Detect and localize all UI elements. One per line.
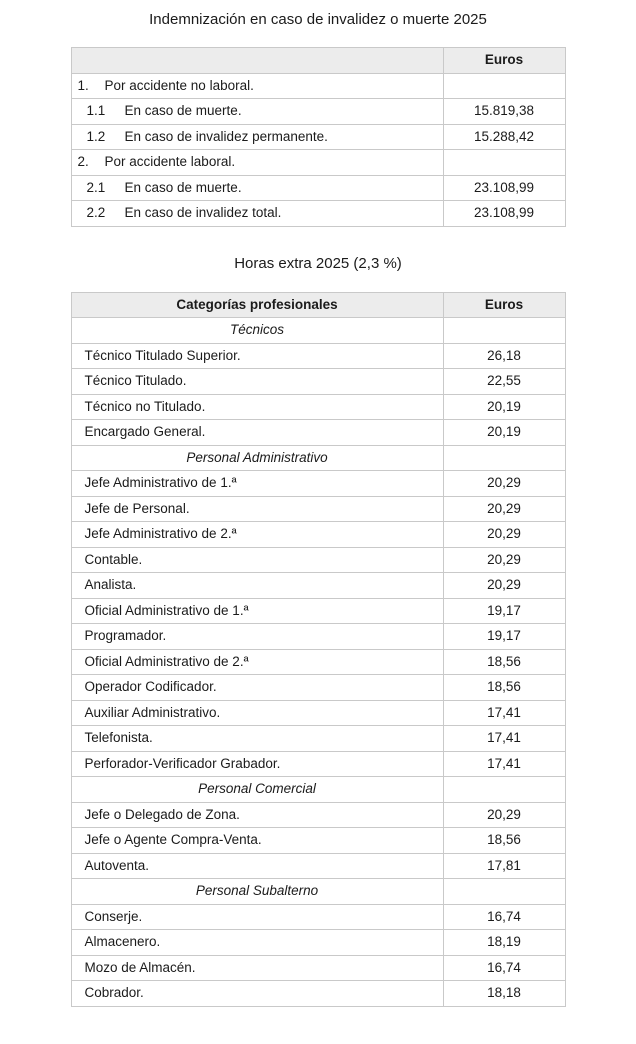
- category-cell: Almacenero.: [71, 930, 443, 956]
- category-cell: [71, 201, 443, 227]
- euros-value-cell: 15.819,38: [443, 99, 565, 125]
- table-row: [71, 853, 565, 879]
- euros-value-cell: 19,17: [443, 598, 565, 624]
- table-row: [71, 904, 565, 930]
- item-label: En caso de invalidez total.: [124, 205, 282, 221]
- table-row: [71, 828, 565, 854]
- category-cell: Encargado General.: [71, 420, 443, 446]
- table-row: [71, 700, 565, 726]
- euros-value-cell: 15.288,42: [443, 124, 565, 150]
- euros-value-cell: [443, 445, 565, 471]
- euros-value-cell: [443, 318, 565, 344]
- overtime-euros-column-header: Euros: [443, 292, 565, 318]
- euros-value-cell: 20,29: [443, 802, 565, 828]
- item-label: En caso de muerte.: [124, 179, 242, 195]
- table-row: [71, 99, 565, 125]
- category-cell: Jefe Administrativo de 1.ª: [71, 471, 443, 497]
- euros-value-cell: 20,29: [443, 496, 565, 522]
- euros-value-cell: 26,18: [443, 343, 565, 369]
- category-cell: Programador.: [71, 624, 443, 650]
- overtime-table-body: [71, 318, 565, 1007]
- section-row: [71, 318, 565, 344]
- overtime-table-header-row: [71, 292, 565, 318]
- euros-value-cell: 20,29: [443, 573, 565, 599]
- item-label: Por accidente laboral.: [104, 154, 236, 170]
- table-row: [71, 547, 565, 573]
- category-cell: Jefe de Personal.: [71, 496, 443, 522]
- euros-value-cell: 18,18: [443, 981, 565, 1007]
- euros-value-cell: [443, 777, 565, 803]
- table-row: [71, 981, 565, 1007]
- euros-value-cell: 20,29: [443, 522, 565, 548]
- category-cell: Conserje.: [71, 904, 443, 930]
- category-cell: Analista.: [71, 573, 443, 599]
- table-row: [71, 150, 565, 176]
- table-row: [71, 751, 565, 777]
- section-label-cell: Personal Comercial: [71, 777, 443, 803]
- item-label: Por accidente no laboral.: [104, 77, 254, 93]
- table-row: [71, 369, 565, 395]
- indemnity-table-title: Indemnización en caso de invalidez o muerte 2025: [149, 11, 487, 28]
- indemnity-table: [71, 47, 566, 227]
- table-row: [71, 649, 565, 675]
- item-number: 2.: [77, 154, 89, 170]
- table-row: [71, 573, 565, 599]
- category-cell: [71, 124, 443, 150]
- euros-value-cell: 23.108,99: [443, 201, 565, 227]
- indemnity-category-column-header: [71, 48, 443, 74]
- item-number: 1.1: [86, 103, 106, 119]
- euros-value-cell: 20,19: [443, 420, 565, 446]
- euros-value-cell: 20,19: [443, 394, 565, 420]
- category-cell: Cobrador.: [71, 981, 443, 1007]
- euros-value-cell: 17,41: [443, 751, 565, 777]
- category-cell: Oficial Administrativo de 2.ª: [71, 649, 443, 675]
- euros-value-cell: 23.108,99: [443, 175, 565, 201]
- euros-value-cell: 20,29: [443, 471, 565, 497]
- category-cell: Técnico no Titulado.: [71, 394, 443, 420]
- category-cell: Perforador-Verificador Grabador.: [71, 751, 443, 777]
- item-label: En caso de muerte.: [124, 103, 242, 119]
- euros-value-cell: 16,74: [443, 904, 565, 930]
- euros-value-cell: 22,55: [443, 369, 565, 395]
- item-number: 1.2: [86, 128, 106, 144]
- euros-value-cell: 18,19: [443, 930, 565, 956]
- section-label-cell: Personal Administrativo: [71, 445, 443, 471]
- category-cell: Jefe o Delegado de Zona.: [71, 802, 443, 828]
- category-cell: Autoventa.: [71, 853, 443, 879]
- category-cell: Operador Codificador.: [71, 675, 443, 701]
- category-cell: Auxiliar Administrativo.: [71, 700, 443, 726]
- section-row: [71, 879, 565, 905]
- euros-value-cell: 17,81: [443, 853, 565, 879]
- euros-value-cell: 16,74: [443, 955, 565, 981]
- overtime-table-title: Horas extra 2025 (2,3 %): [234, 254, 402, 272]
- table-row: [71, 726, 565, 752]
- table-row: [71, 201, 565, 227]
- category-cell: [71, 175, 443, 201]
- table-row: [71, 802, 565, 828]
- category-cell: Oficial Administrativo de 1.ª: [71, 598, 443, 624]
- table-row: [71, 73, 565, 99]
- euros-value-cell: 17,41: [443, 700, 565, 726]
- euros-value-cell: [443, 879, 565, 905]
- table-row: [71, 955, 565, 981]
- table-row: [71, 522, 565, 548]
- table-row: [71, 930, 565, 956]
- table-row: [71, 624, 565, 650]
- euros-value-cell: 18,56: [443, 649, 565, 675]
- item-number: 2.1: [86, 179, 106, 195]
- euros-value-cell: [443, 73, 565, 99]
- category-cell: Mozo de Almacén.: [71, 955, 443, 981]
- euros-value-cell: 19,17: [443, 624, 565, 650]
- indemnity-euros-column-header: Euros: [443, 48, 565, 74]
- category-cell: [71, 99, 443, 125]
- category-cell: [71, 73, 443, 99]
- table-row: [71, 175, 565, 201]
- table-row: [71, 598, 565, 624]
- category-cell: Contable.: [71, 547, 443, 573]
- overtime-table: [71, 292, 566, 1007]
- category-cell: [71, 150, 443, 176]
- indemnity-table-header-row: [71, 48, 565, 74]
- item-label: En caso de invalidez permanente.: [124, 128, 328, 144]
- indemnity-table-body: [71, 73, 565, 226]
- item-number: 2.2: [86, 205, 106, 221]
- table-row: [71, 675, 565, 701]
- category-cell: Técnico Titulado.: [71, 369, 443, 395]
- category-cell: Telefonista.: [71, 726, 443, 752]
- section-label-cell: Técnicos: [71, 318, 443, 344]
- section-row: [71, 777, 565, 803]
- section-row: [71, 445, 565, 471]
- table-row: [71, 496, 565, 522]
- category-cell: Jefe o Agente Compra-Venta.: [71, 828, 443, 854]
- table-row: [71, 394, 565, 420]
- euros-value-cell: 17,41: [443, 726, 565, 752]
- euros-value-cell: 20,29: [443, 547, 565, 573]
- table-row: [71, 471, 565, 497]
- section-label-cell: Personal Subalterno: [71, 879, 443, 905]
- overtime-category-column-header: Categorías profesionales: [71, 292, 443, 318]
- table-row: [71, 124, 565, 150]
- euros-value-cell: 18,56: [443, 828, 565, 854]
- table-row: [71, 343, 565, 369]
- euros-value-cell: [443, 150, 565, 176]
- euros-value-cell: 18,56: [443, 675, 565, 701]
- category-cell: Técnico Titulado Superior.: [71, 343, 443, 369]
- category-cell: Jefe Administrativo de 2.ª: [71, 522, 443, 548]
- item-number: 1.: [77, 77, 89, 93]
- table-row: [71, 420, 565, 446]
